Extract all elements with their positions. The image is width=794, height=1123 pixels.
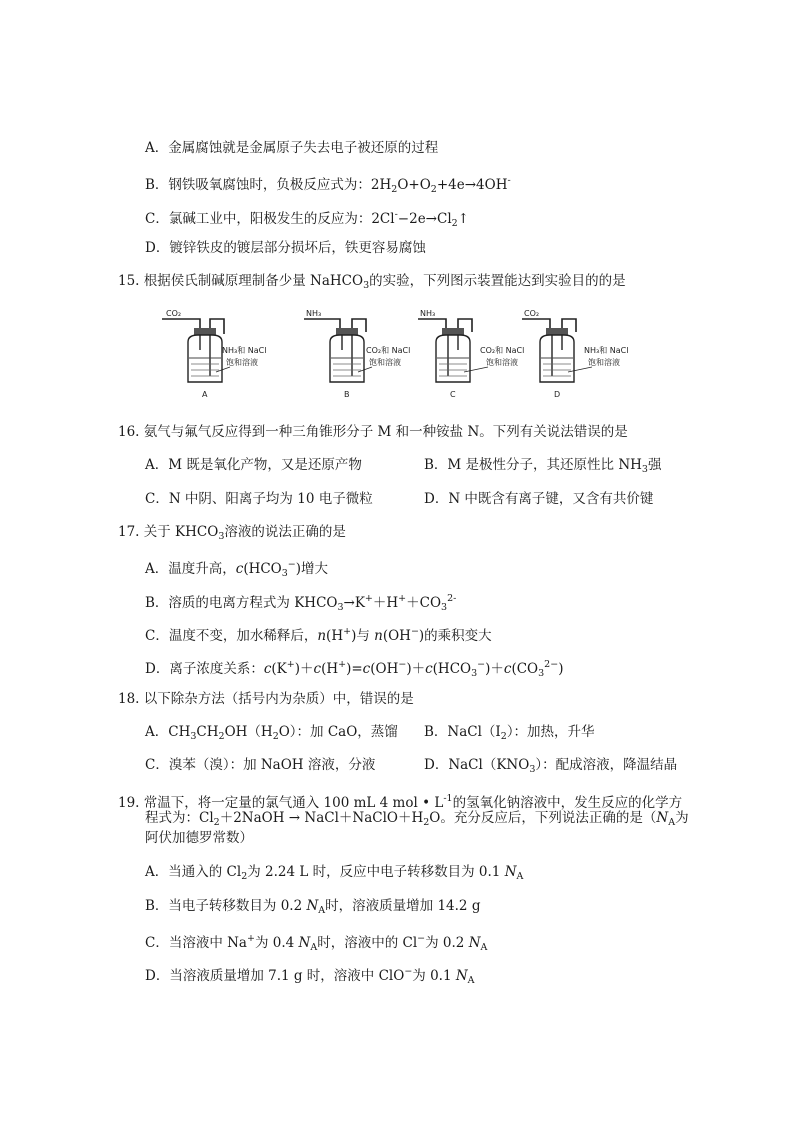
apparatus-d xyxy=(522,309,628,399)
q19-stem-line-2: 程式为：$Cl_2+2NaOH$ → $NaCl+NaClO+H_2O$。充分反应后，下列说法正确的是（$N_A$为 xyxy=(145,810,689,828)
q18-stem: 18. 以下除杂方法（括号内为杂质）中，错误的是 xyxy=(118,691,414,707)
q16-option-b: B．M 是极性分子，其还原性比 $NH_3$强 xyxy=(424,457,662,475)
svg-text:NH₃和 NaCl: NH₃和 NaCl xyxy=(584,346,629,355)
svg-text:饱和溶液: 饱和溶液 xyxy=(369,358,401,367)
q19-option-b: B．当电子转移数目为 0.2 $N_A$时，溶液质量增加 14.2 g xyxy=(145,898,481,916)
q15-stem: 15. 根据侯氏制碱原理制备少量 NaHCO$_3$的实验，下列图示装置能达到实验目的的是 xyxy=(118,273,626,291)
q19-stem-line-3: 阿伏加德罗常数） xyxy=(145,830,253,846)
svg-text:CO₂: CO₂ xyxy=(524,309,540,318)
q17-option-c: C．温度不变，加水稀释后，n(H+)与 n(OH−)的乘积变大 xyxy=(145,626,492,644)
option-text: A．金属腐蚀就是金属原子失去电子被还原的过程 xyxy=(145,140,439,156)
q16-stem: 16. 氨气与氟气反应得到一种三角锥形分子 M 和一种铵盐 N。下列有关说法错误的是 xyxy=(118,424,628,440)
q15-apparatus-figure xyxy=(160,306,640,402)
q14-option-a xyxy=(145,139,438,157)
q17-option-b: B．溶质的电离方程式为 $KHCO_3\to K^++H^++CO_3^{2-}$ xyxy=(145,593,457,613)
q17-stem: 17. 关于 $KHCO_3$溶液的说法正确的是 xyxy=(118,524,346,542)
svg-text:CO₂和 NaCl: CO₂和 NaCl xyxy=(480,346,525,355)
svg-text:A: A xyxy=(202,390,208,399)
svg-text:CO₂: CO₂ xyxy=(166,309,182,318)
svg-text:饱和溶液: 饱和溶液 xyxy=(226,358,258,367)
q16-option-a: A．M 既是氧化产物，又是还原产物 xyxy=(145,457,362,473)
apparatus-a xyxy=(162,309,266,399)
q19-option-a: A．当通入的 $Cl_2$为 2.24 L 时，反应中电子转移数目为 0.1 $N_A$ xyxy=(145,864,524,882)
svg-text:D: D xyxy=(554,390,561,399)
q18-option-d: D．$NaCl(KNO_3)$：配成溶液，降温结晶 xyxy=(424,757,678,775)
svg-text:NH₃和 NaCl: NH₃和 NaCl xyxy=(222,346,267,355)
q17-option-d: D．离子浓度关系：$c(K^+)+c(H^+)=c(OH^-)+c(HCO_3^-)+c(CO_3^{2-})$ xyxy=(145,659,564,679)
apparatus-c xyxy=(418,309,524,399)
apparatus-b xyxy=(304,309,410,399)
svg-text:B: B xyxy=(344,390,350,399)
q18-option-c: C．溴苯（溴）：加 NaOH 溶液，分液 xyxy=(145,757,376,773)
q16-option-d: D．N 中既含有离子键，又含有共价键 xyxy=(424,491,654,507)
q16-option-c: C．N 中阴、阳离子均为 10 电子微粒 xyxy=(145,491,373,507)
q19-option-d: D．当溶液质量增加 7.1 g 时，溶液中 ClO−为 0.1 $N_A$ xyxy=(145,966,475,986)
svg-text:NH₃: NH₃ xyxy=(420,309,436,318)
q17-option-a: A．温度升高，$c(HCO_3^-)$增大 xyxy=(145,559,329,579)
svg-text:CO₂和 NaCl: CO₂和 NaCl xyxy=(366,346,411,355)
svg-text:C: C xyxy=(450,390,456,399)
svg-text:饱和溶液: 饱和溶液 xyxy=(486,358,518,367)
q18-option-a: A．$CH_3CH_2OH(H_2O)$：加 CaO，蒸馏 xyxy=(145,724,398,742)
q14-option-c: C．氯碱工业中，阳极发生的反应为：$2Cl^--2e\to Cl_2↑$ xyxy=(145,209,470,229)
svg-text:NH₃: NH₃ xyxy=(306,309,322,318)
q14-option-b: B．钢铁吸氧腐蚀时，负极反应式为：$2H_2O+O_2+4e\to 4OH^-$ xyxy=(145,175,511,195)
q14-option-d: D．镀锌铁皮的镀层部分损坏后，铁更容易腐蚀 xyxy=(145,240,426,256)
svg-text:饱和溶液: 饱和溶液 xyxy=(588,358,620,367)
q19-stem-line-1: 19. 常温下，将一定量的氯气通入 100 mL 4 mol • $L^{-1}$的氢氧化钠溶液中，发生反应的化学方 xyxy=(118,793,683,811)
q18-option-b: B．$NaCl(I_2)$：加热，升华 xyxy=(424,724,595,742)
q19-option-c: C．当溶液中 Na+为 0.4 $N_A$时，溶液中的 Cl−为 0.2 $N_A$ xyxy=(145,933,488,953)
